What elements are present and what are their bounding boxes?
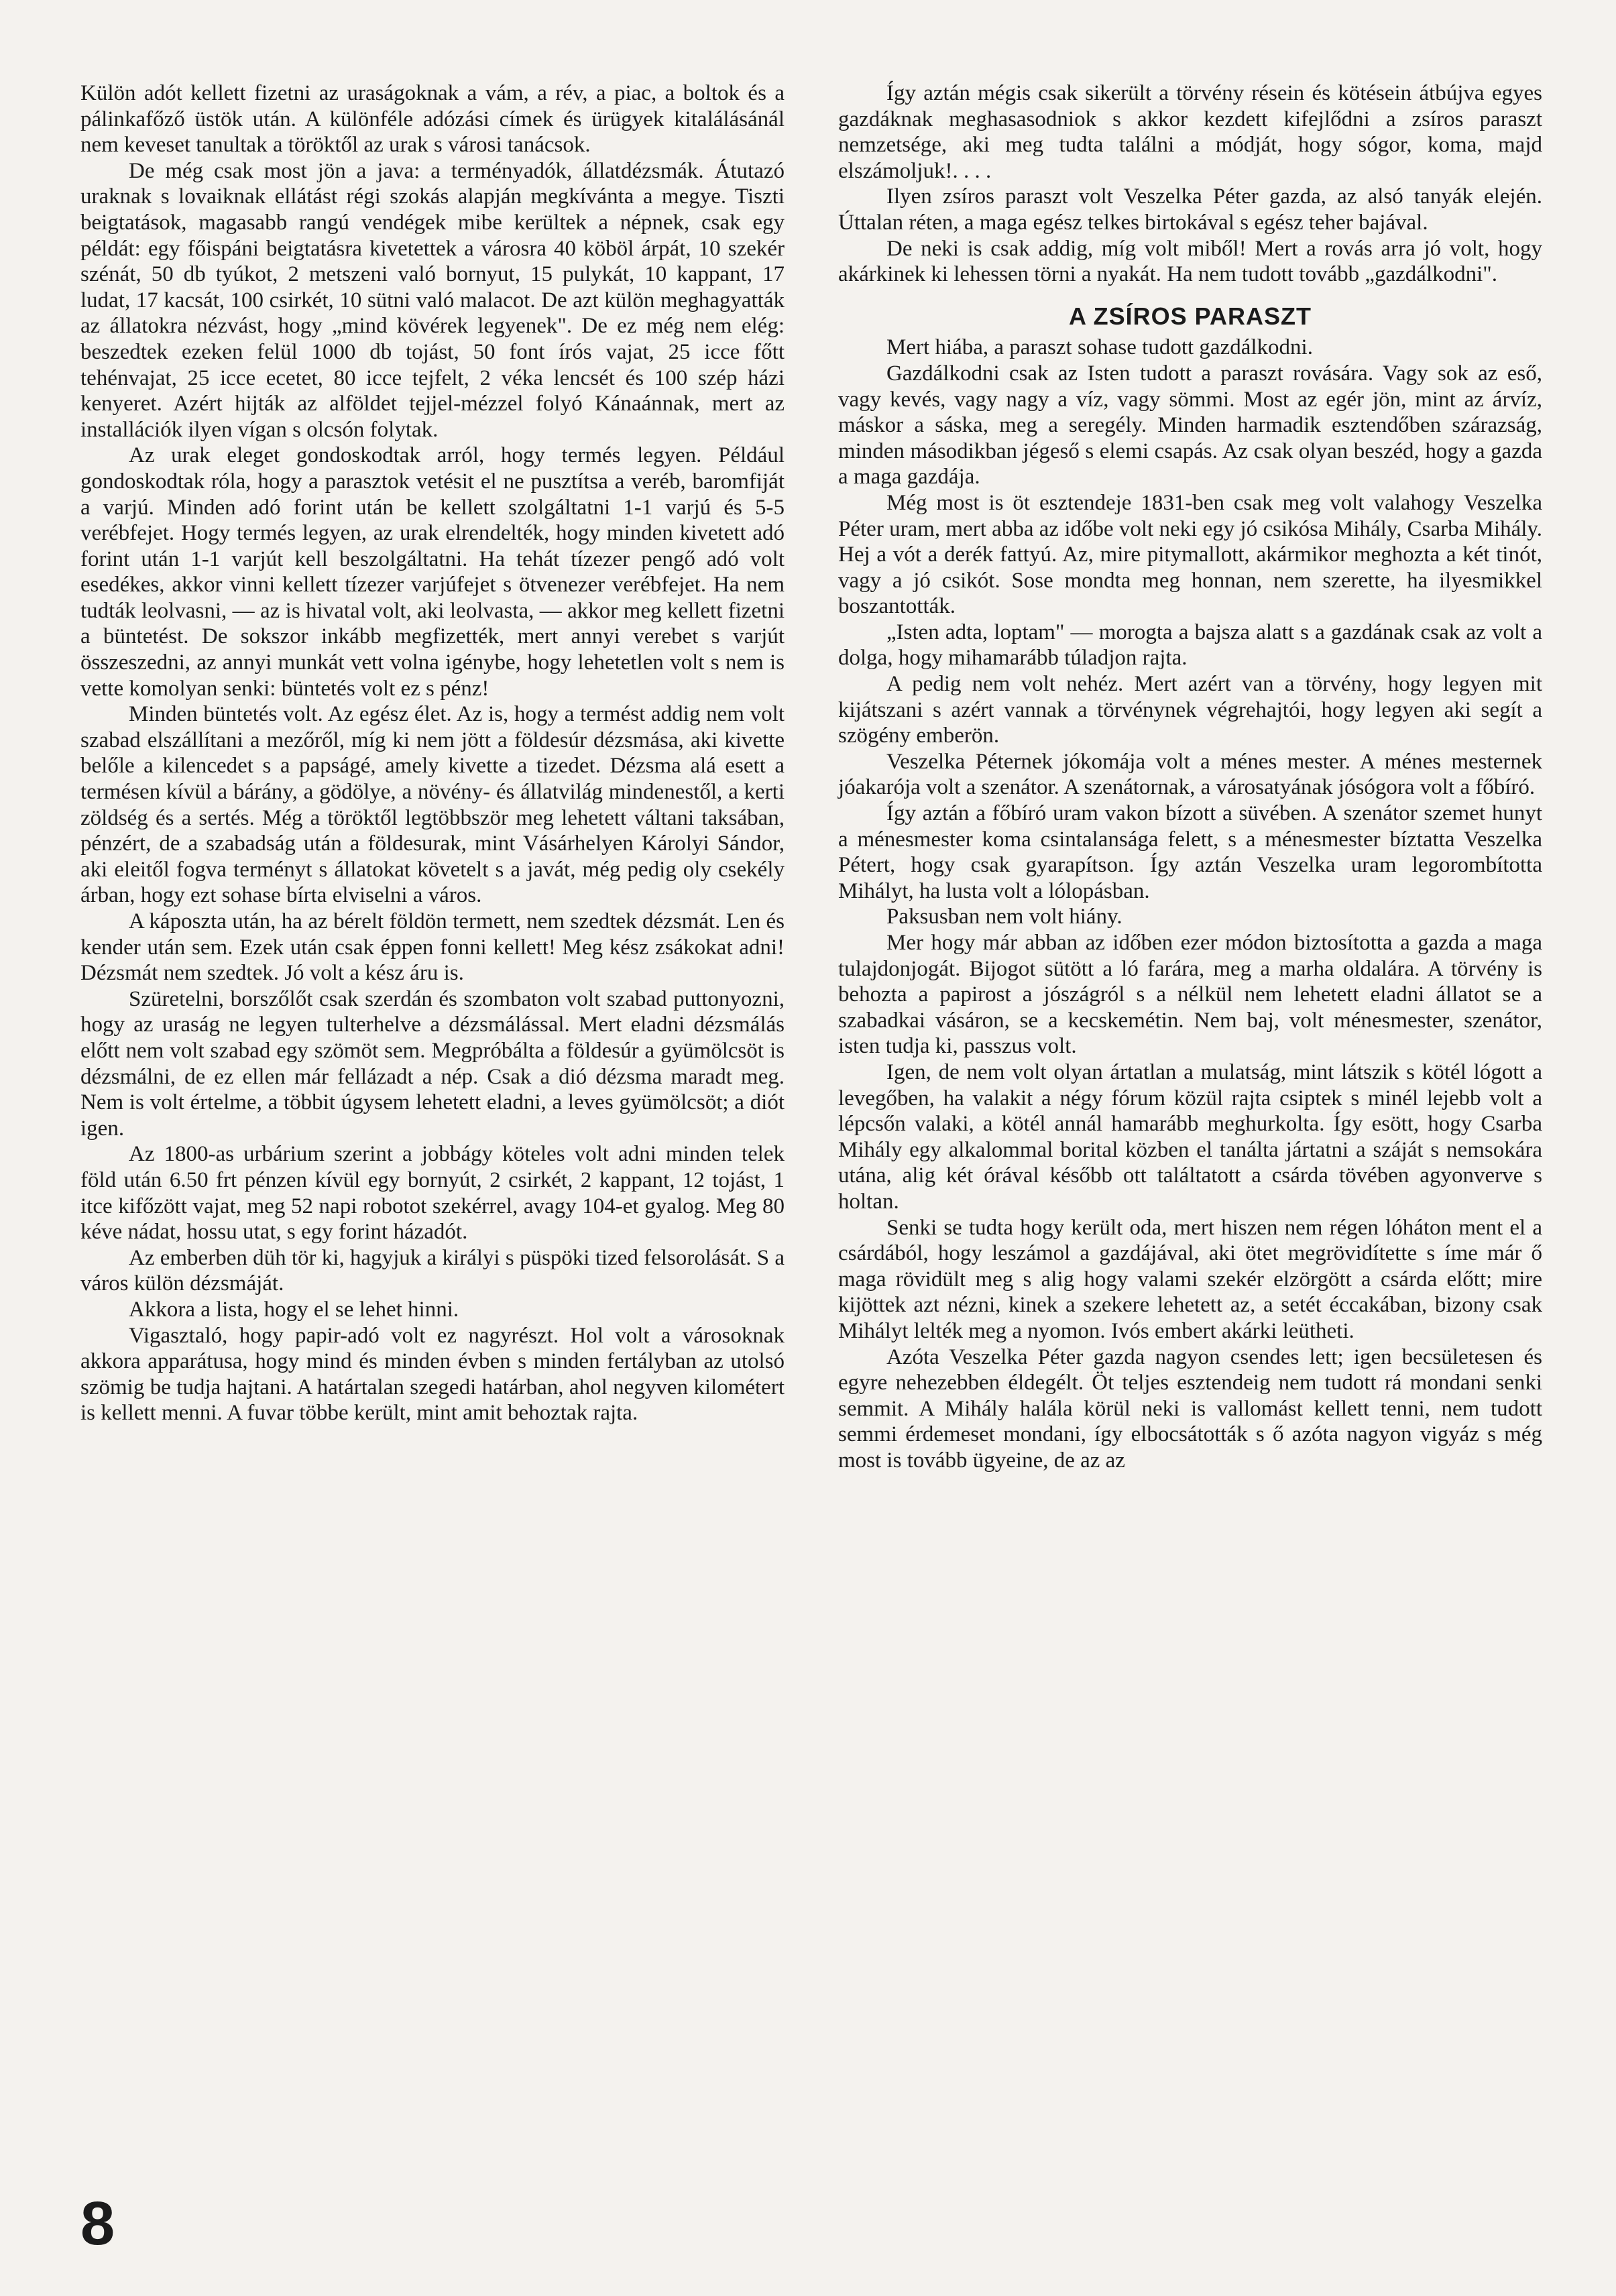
paragraph: Paksusban nem volt hiány. [886, 905, 1122, 929]
paragraph: Mer hogy már abban az időben ezer módon biztosította a gazda a maga tulajdonjogát. Bijogot sütött a ló farára, meg a marha oldalára. A törvény is behozta a papirost a jószágról s a nélkül nem lehetett eladni állatot se a szabadkai vásáron, se a kecskemétin. Nem baj, volt ménesmester, szenátor, isten tudja ki, passzus volt. [838, 931, 1542, 1059]
paragraph: Mert hiába, a paraszt sohase tudott gazdálkodni. [886, 335, 1313, 360]
paragraph: Az emberben düh tör ki, hagyjuk a királyi s püspöki tized felsorolását. S a város külön dézsmáját. [80, 1245, 785, 1296]
paragraph: Gazdálkodni csak az Isten tudott a paraszt rovására. Vagy sok az eső, vagy kevés, vagy nagy a víz, vagy sömmi. Most az egér jön, mint az árvíz, máskor a sáska, meg a seregély. Minden harmadik esztendőben szárazság, minden másodikban jégeső s elemi csapás. Az csak olyan beszéd, hogy a gazda a maga gazdája. [838, 361, 1542, 490]
paragraph: Veszelka Péternek jókomája volt a ménes mester. A ménes mesternek jóakarója volt a szenátor. A szenátornak, a városatyának jósógora volt a főbíró. [838, 749, 1542, 800]
paragraph: De neki is csak addig, míg volt miből! Mert a rovás arra jó volt, hogy akárkinek ki lehessen törni a nyakát. Ha nem tudott tovább „gazdálkodni". [838, 236, 1542, 287]
paragraph: „Isten adta, loptam" — morogta a bajsza alatt s a gazdának csak az volt a dolga, hogy mihamarább túladjon rajta. [838, 620, 1542, 671]
paragraph: Így aztán a főbíró uram vakon bízott a süvében. A szenátor szemet hunyt a ménesmester koma csintalansága felett, s a ménesmester bíztatta Veszelka Pétert, hogy csak gyarapítson. Így aztán Veszelka uram legorombította Mihályt, ha lusta volt a lólopásban. [838, 801, 1542, 903]
paragraph: De még csak most jön a java: a terményadók, állatdézsmák. Átutazó uraknak s lovaiknak ellátást régi szokás alapján megkívánta a megye. Tiszti beigtatások, magasabb rangú vendégek mibe kerültek a népnek, csak egy példát: egy főispáni beigtatásra kivetettek a városra 40 köböl árpát, 10 szekér szénát, 50 db tyúkot, 2 metszeni való bornyut, 15 pulykát, 10 kappant, 17 ludat, 17 kacsát, 100 csirkét, 10 sütni való malacot. De azt külön meghagyatták az állatokra nézvást, hogy „mind kövérek legyenek". De ez még nem elég: beszedtek ezeken felül 1000 db tojást, 50 font írós vajat, 25 icce főtt tehénvajat, 25 icce ecetet, 80 icce tejfelt, 2 véka lencsét és 100 szép házi kenyeret. Azért hijták az alföldet tejjel-mézzel folyó Kánaánnak, mert az installációk ilyen vígan s olcsón folytak. [80, 158, 785, 442]
paragraph: Ilyen zsíros paraszt volt Veszelka Péter gazda, az alsó tanyák elején. Úttalan réten, a maga egész telkes birtokával s egész teher bajával. [838, 184, 1542, 235]
paragraph: Igen, de nem volt olyan ártatlan a mulatság, mint látszik s kötél lógott a levegőben, ha valakit a négy fórum közül rajta csiptek s minél lejebb volt a lépcsőn valaki, a kötél annál hamarább meghurkolta. Így esött, hogy Csarba Mihály egy alkalommal borital közben el tanálta jártatni a száját s nemsokára utána, alig két órával később ott találtatott a csárda tövében agyonverve s holtan. [838, 1059, 1542, 1214]
left-column [80, 80, 785, 1426]
paragraph: Így aztán mégis csak sikerült a törvény résein és kötésein átbújva egyes gazdáknak meghasasodniok s akkor kezdett kifejlődni a zsíros paraszt nemzetsége, aki meg tudta találni a módját, hogy sógor, koma, majd elszámoljuk!. . . . [838, 81, 1542, 183]
right-column [838, 80, 1542, 1473]
paragraph: Vigasztaló, hogy papir-adó volt ez nagyrészt. Hol volt a városoknak akkora apparátusa, hogy mind és minden évben s minden fertályban az utolsó szömig be tudja hajtani. A határtalan szegedi határban, ahol negyven kilométert is kellett menni. A fuvar többe került, mint amit behoztak rajta. [80, 1323, 785, 1426]
paragraph: A pedig nem volt nehéz. Mert azért van a törvény, hogy legyen mit kijátszani s azért vannak a törvénynek végrehajtói, hogy legyen aki segít a szögény emberön. [838, 672, 1542, 748]
paragraph: Senki se tudta hogy került oda, mert hiszen nem régen lóháton ment el a csárdából, hogy leszámol a gazdájával, aki ötet megrövidítette s íme már ő maga rövidült meg s alig hogy valami szekér elzörgött a csárda előtt; mire kijöttek azt nézni, kinek a szekere lehetett az, a setét éccakában, bizony csak Mihályt lelték meg a nyomon. Ivós embert akárki leütheti. [838, 1215, 1542, 1343]
paragraph: Külön adót kellett fizetni az uraságoknak a vám, a rév, a piac, a boltok és a pálinkafőző üstök után. A különféle adózási címek és ürügyek kitalálásánál nem keveset tanultak a töröktől az urak s városi tanácsok. [80, 81, 785, 158]
paragraph: Azóta Veszelka Péter gazda nagyon csendes lett; igen becsületesen és egyre nehezebben éldegélt. Öt teljes esztendeig nem tudott rá mondani senki semmit. A Mihály halála körül neki is vallomást kellett tenni, nem tudott semmi érdemeset mondani, így elbocsátották s ő azóta nagyon vigyáz s még most is tovább ügyeine, de az az [838, 1344, 1542, 1473]
paragraph: Szüretelni, borszőlőt csak szerdán és szombaton volt szabad puttonyozni, hogy az uraság ne legyen tulterhelve a dézsmálással. Mert eladni dézsmálás előtt nem volt szabad egy szömöt sem. Megpróbálta a földesúr a gyümölcsöt is dézsmálni, de ez ellen már fellázadt a nép. Csak a dió dézsma maradt meg. Nem is volt értelme, a többit úgysem lehetett eladni, a leves gyümölcsöt; a diót igen. [80, 986, 785, 1141]
paragraph: Még most is öt esztendeje 1831-ben csak meg volt valahogy Veszelka Péter uram, mert abba az időbe volt neki egy jó csikósa Mihály, Csarba Mihály. Hej a vót a derék fattyú. Az, mire pitymallott, akármikor meghozta a két tinót, vagy a jó csikót. Sose mondta meg honnan, nem szerette, ha ilyesmikkel boszantották. [838, 490, 1542, 619]
paragraph: Akkora a lista, hogy el se lehet hinni. [129, 1297, 459, 1322]
section-heading: A ZSÍROS PARASZT [1068, 302, 1312, 330]
paragraph: A káposzta után, ha az bérelt földön termett, nem szedtek dézsmát. Len és kender után sem. Ezek után csak éppen fonni kellett! Meg kész zsákokat adni! Dézsmát nem szedtek. Jó volt a kész áru is. [80, 909, 785, 986]
paragraph: Minden büntetés volt. Az egész élet. Az is, hogy a termést addig nem volt szabad elszállítani a mezőről, míg ki nem jött a földesúr dézsmása, aki kivette belőle a kilencedet s a papságé, amely kivette a tizedet. Dézsma alá esett a termésen kívül a bárány, a gödölye, a növény- és állatvilág mindenestől, a kerti zöldség és a sertés. Még a töröktől legtöbbször meg lehetett váltani taksában, pénzért, de a szabadság után a földesurak, mint Vásárhelyen Károlyi Sándor, aki eleitől fogva terményt s állatokat követelt s a javát, még pedig oly csekély árban, hogy ezt sohase bírta elviselni a város. [80, 702, 785, 908]
paragraph: Az urak eleget gondoskodtak arról, hogy termés legyen. Például gondoskodtak róla, hogy a parasztok vetésit el ne pusztítsa a veréb, baromfiját a varjú. Minden adó forint után be kellett szolgáltatni 1-1 varjú és 5-5 verébfejet. Hogy termés legyen, az urak elrendelték, hogy minden kivetett adó forint után 1-1 varjút kell beszolgáltatni. Ha tehát tízezer pengő adó volt esedékes, akkor vinni kellett tízezer varjúfejet s ötvenezer verébfejet. Ha nem tudták leolvasni, — az is hivatal volt, aki leolvasta, — akkor meg kellett fizetni a büntetést. De sokszor inkább megfizették, mert annyi verebet s varjút összeszedni, az annyi munkát vett volna igénybe, hogy lehetetlen volt s nem is vette komolyan senki: büntetés volt ez s pénz! [80, 443, 785, 701]
paragraph: Az 1800-as urbárium szerint a jobbágy köteles volt adni minden telek föld után 6.50 frt pénzen kívül egy bornyút, 2 csirkét, 2 kappant, 12 tojást, 1 itce kifőzött vajat, meg 52 napi robotot szekérrel, avagy 104-et gyalog. Meg 80 kéve nádat, hossu utat, s egy forint házadót. [80, 1142, 785, 1245]
page-number: 8 [80, 2189, 115, 2258]
